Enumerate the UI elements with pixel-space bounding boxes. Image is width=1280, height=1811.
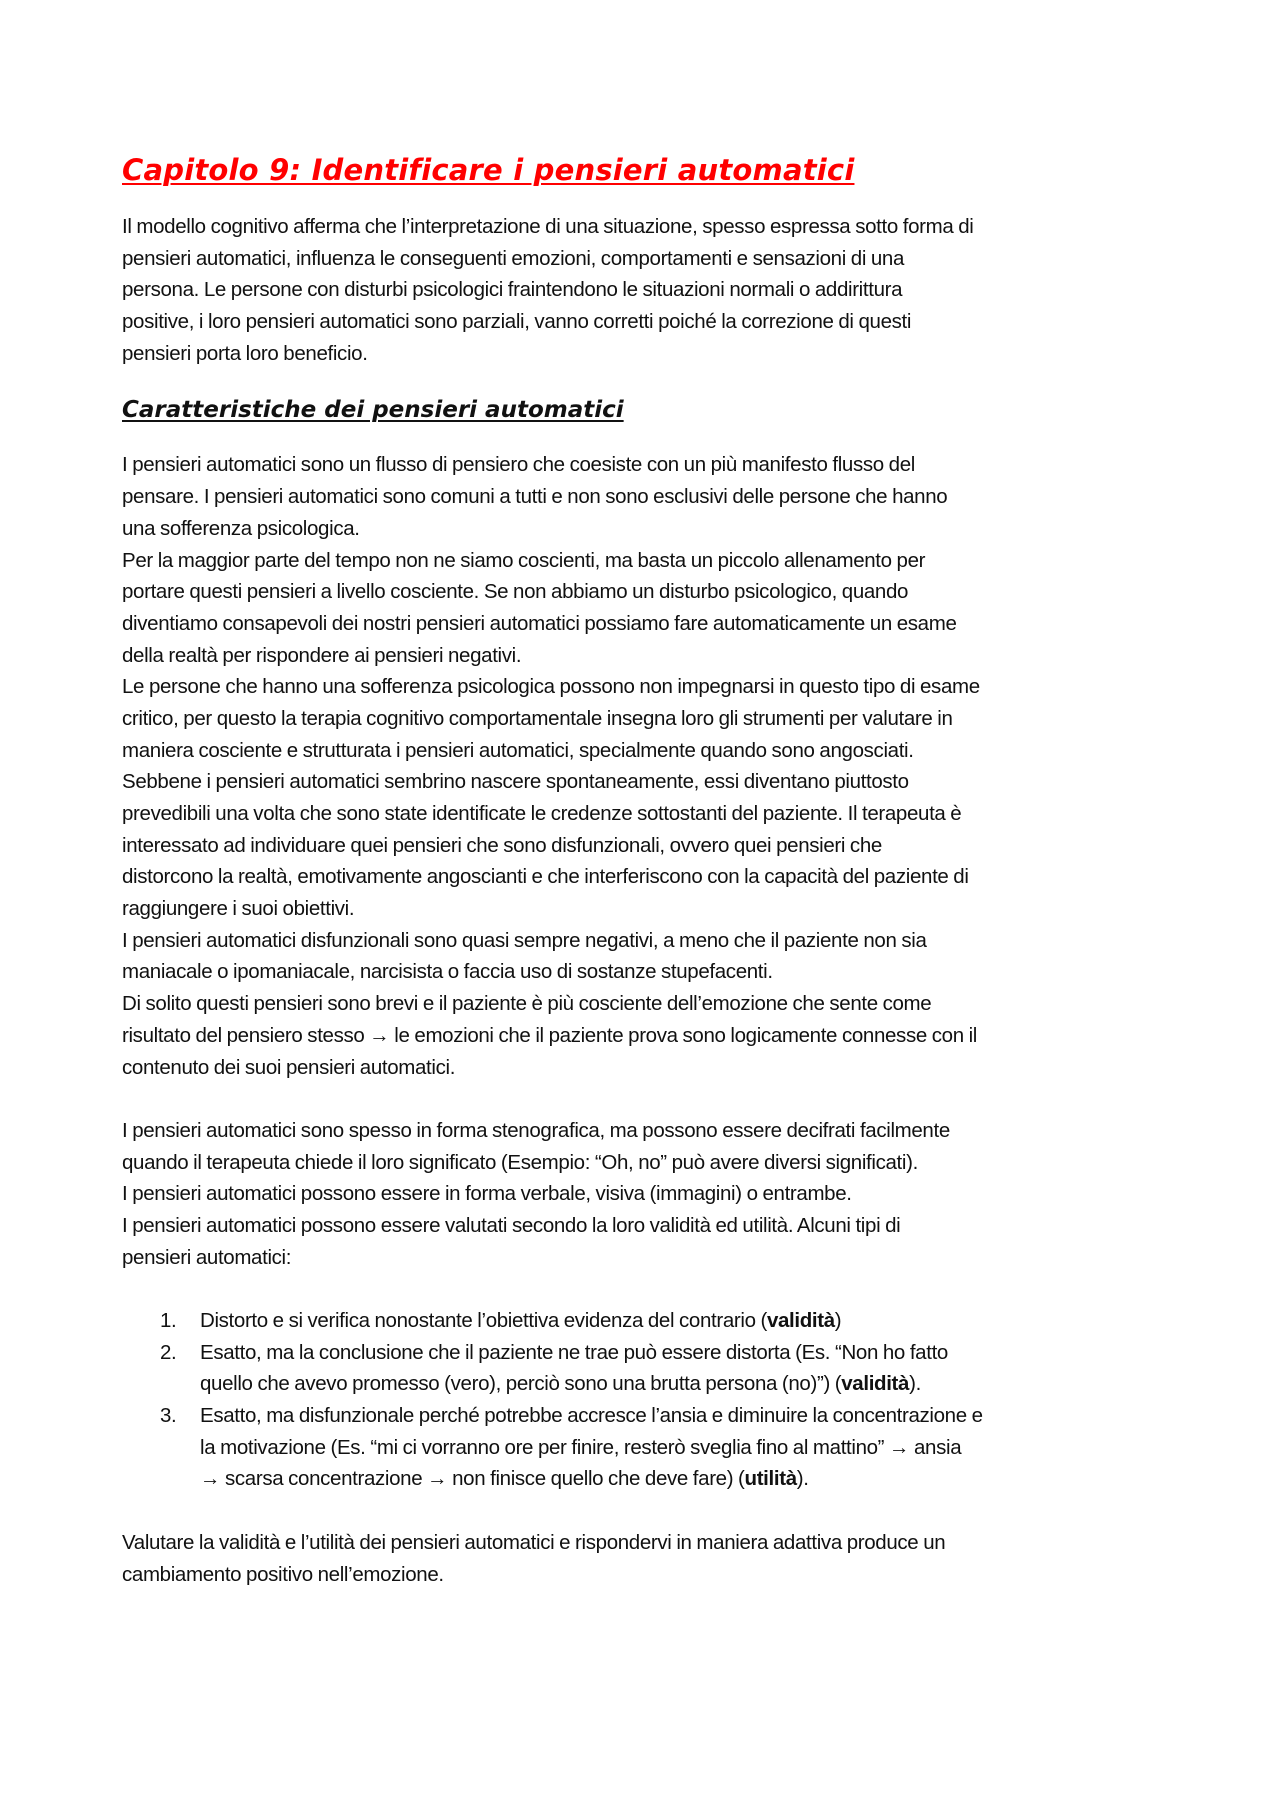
conclusion-paragraph — [122, 1527, 1182, 1590]
text-line: pensieri automatici, influenza le conseguenti emozioni, comportamenti e sensazioni di una — [122, 246, 905, 270]
text-line: quando il terapeuta chiede il loro significato (Esempio: “Oh, no” può avere diversi significati). — [122, 1150, 918, 1174]
text-line: raggiungere i suoi obiettivi. — [122, 897, 355, 921]
text-line: Le persone che hanno una sofferenza psicologica possono non impegnarsi in questo tipo di esame — [122, 675, 980, 699]
text-line: Di solito questi pensieri sono brevi e il paziente è più cosciente dell’emozione che sente come — [122, 992, 932, 1016]
text-line: I pensieri automatici disfunzionali sono quasi sempre negativi, a meno che il paziente non sia — [122, 928, 927, 952]
text-line — [200, 1305, 1182, 1337]
text-line: maniacale o ipomaniacale, narcisista o faccia uso di sostanze stupefacenti. — [122, 960, 773, 984]
text-run: → scarsa concentrazione → non finisce quello che deve fare) ( — [200, 1467, 745, 1491]
text-line: interessato ad individuare quei pensieri che sono disfunzionali, ovvero quei pensieri che — [122, 833, 882, 857]
text-line: I pensieri automatici sono un flusso di pensiero che coesiste con un più manifesto flusso del — [122, 453, 915, 477]
text-line: pensieri automatici: — [122, 1245, 292, 1269]
text-line: positive, i loro pensieri automatici sono parziali, vanno corretti poiché la correzione di questi — [122, 310, 912, 334]
list-item — [122, 1337, 1182, 1400]
list-item — [122, 1305, 1182, 1337]
stenographic-paragraph — [122, 1115, 1182, 1273]
text-line: Valutare la validità e l’utilità dei pensieri automatici e rispondervi in maniera adattiva produce un — [122, 1530, 946, 1554]
text-line: una sofferenza psicologica. — [122, 516, 360, 540]
text-run: Esatto, ma la conclusione che il paziente ne trae può essere distorta (Es. “Non ho fatto — [200, 1340, 948, 1364]
text-run: Esatto, ma disfunzionale perché potrebbe accresce l’ansia e diminuire la concentrazione e — [200, 1404, 983, 1428]
document-content — [122, 150, 1182, 1590]
intro-paragraph — [122, 211, 1182, 369]
text-line: Sebbene i pensieri automatici sembrino nascere spontaneamente, essi diventano piuttosto — [122, 770, 909, 794]
text-run: ). — [909, 1372, 921, 1396]
text-line: contenuto dei suoi pensieri automatici. — [122, 1055, 456, 1079]
text-line: Il modello cognitivo afferma che l’interpretazione di una situazione, spesso espressa sotto forma di — [122, 215, 974, 238]
text-line: critico, per questo la terapia cognitivo comportamentale insegna loro gli strumenti per valutare in — [122, 706, 953, 730]
text-line — [200, 1432, 1182, 1464]
bold-term: validità — [841, 1372, 910, 1396]
thought-types-list — [122, 1305, 1182, 1495]
text-line — [200, 1400, 1182, 1432]
bold-term: utilità — [744, 1467, 797, 1491]
text-run: la motivazione (Es. “mi ci vorranno ore per finire, resterò sveglia fino al mattino” → ansia — [200, 1435, 962, 1459]
text-line: risultato del pensiero stesso → le emozioni che il paziente prova sono logicamente connesse con il — [122, 1023, 978, 1047]
list-number: 2. — [160, 1340, 177, 1364]
text-line: della realtà per rispondere ai pensieri negativi. — [122, 643, 522, 667]
section-heading: Caratteristiche dei pensieri automatici — [122, 397, 624, 424]
text-line: pensare. I pensieri automatici sono comuni a tutti e non sono esclusivi delle persone che hanno — [122, 485, 948, 509]
text-line: prevedibili una volta che sono state identificate le credenze sottostanti del paziente. Il terapeuta è — [122, 802, 962, 825]
text-line: portare questi pensieri a livello cosciente. Se non abbiamo un disturbo psicologico, quando — [122, 580, 909, 604]
list-number: 3. — [160, 1404, 177, 1428]
list-item — [122, 1400, 1182, 1495]
text-line: I pensieri automatici possono essere in forma verbale, visiva (immagini) o entrambe. — [122, 1182, 852, 1206]
list-number: 1. — [160, 1309, 177, 1332]
text-run: ) — [834, 1309, 842, 1332]
text-line: persona. Le persone con disturbi psicologici fraintendono le situazioni normali o addirittura — [122, 278, 903, 302]
characteristics-paragraph — [122, 449, 1182, 1083]
text-line: diventiamo consapevoli dei nostri pensieri automatici possiamo fare automaticamente un esame — [122, 611, 957, 635]
text-line — [200, 1463, 1182, 1495]
bold-term: validità — [766, 1309, 835, 1332]
text-line — [200, 1337, 1182, 1369]
text-line: maniera cosciente e strutturata i pensieri automatici, specialmente quando sono angosciati. — [122, 738, 914, 762]
text-line: I pensieri automatici sono spesso in forma stenografica, ma possono essere decifrati facilmente — [122, 1118, 950, 1142]
text-line: pensieri porta loro beneficio. — [122, 341, 368, 365]
text-run: Distorto e si verifica nonostante l’obiettiva evidenza del contrario ( — [200, 1309, 767, 1332]
text-line: I pensieri automatici possono essere valutati secondo la loro validità ed utilità. Alcuni tipi di — [122, 1213, 901, 1237]
text-line: distorcono la realtà, emotivamente angoscianti e che interferiscono con la capacità del paziente di — [122, 865, 969, 889]
text-line: Per la maggior parte del tempo non ne siamo coscienti, ma basta un piccolo allenamento per — [122, 548, 926, 572]
chapter-title: Capitolo 9: Identificare i pensieri automatici — [122, 153, 855, 187]
text-line — [200, 1368, 1182, 1400]
text-run: quello che avevo promesso (vero), perciò sono una brutta persona (no)”) ( — [200, 1372, 842, 1396]
text-run: ). — [796, 1467, 809, 1491]
text-line: cambiamento positivo nell’emozione. — [122, 1562, 444, 1586]
